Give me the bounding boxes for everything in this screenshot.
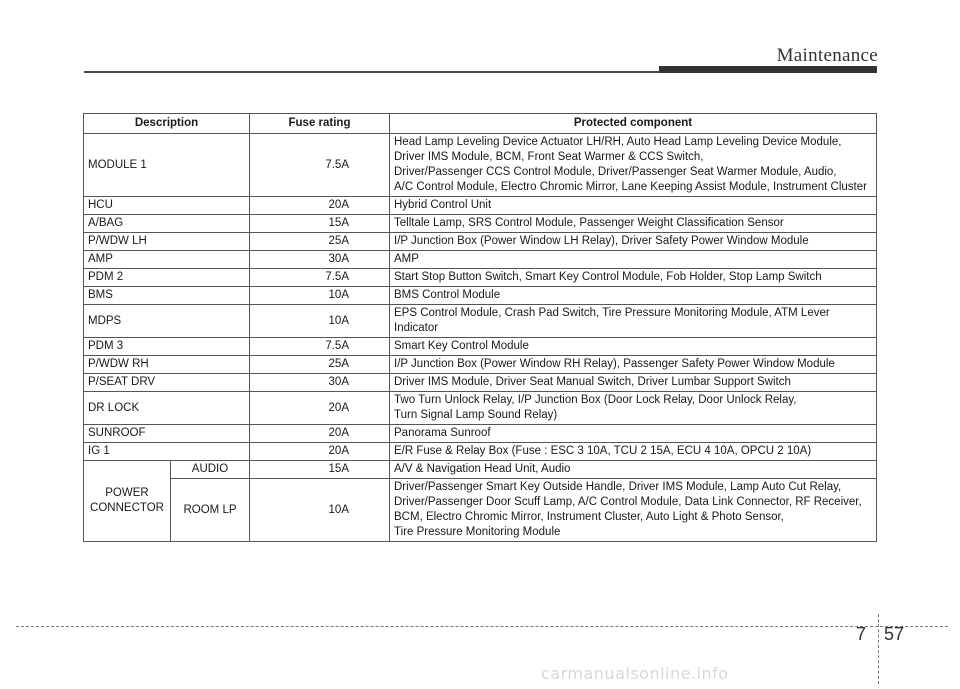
component-line: Head Lamp Leveling Device Actuator LH/RH, Auto Head Lamp Leveling Device Module,: [394, 136, 842, 148]
description-cell: BMS: [84, 287, 250, 305]
fuse-rating-cell: 20A: [250, 392, 390, 425]
protected-component-cell: [390, 134, 877, 197]
table-row: [84, 425, 877, 443]
fuse-rating-cell: 30A: [250, 251, 390, 269]
protected-component-cell: [390, 479, 877, 542]
group-label-cell: [84, 461, 171, 542]
fuse-rating-cell: 20A: [250, 197, 390, 215]
protected-component-cell: [390, 287, 877, 305]
component-line: Driver IMS Module, Driver Seat Manual Switch, Driver Lumbar Support Switch: [394, 376, 791, 388]
component-line: Panorama Sunroof: [394, 427, 491, 439]
component-line: Start Stop Button Switch, Smart Key Control Module, Fob Holder, Stop Lamp Switch: [394, 271, 822, 283]
fuse-rating-cell: 20A: [250, 425, 390, 443]
table-row: [84, 461, 877, 479]
description-cell: HCU: [84, 197, 250, 215]
protected-component-cell: [390, 356, 877, 374]
protected-component-cell: [390, 233, 877, 251]
component-line: A/C Control Module, Electro Chromic Mirror, Lane Keeping Assist Module, Instrument Cluster: [394, 181, 867, 193]
column-header-description: Description: [84, 114, 250, 134]
header-rule-accent: [659, 66, 877, 73]
component-line: I/P Junction Box (Power Window RH Relay), Passenger Safety Power Window Module: [394, 358, 835, 370]
fuse-table-body: [84, 134, 877, 542]
component-line: Driver IMS Module, BCM, Front Seat Warmer & CCS Switch,: [394, 151, 704, 163]
description-cell: DR LOCK: [84, 392, 250, 425]
protected-component-cell: [390, 443, 877, 461]
fuse-rating-cell: 7.5A: [250, 269, 390, 287]
protected-component-cell: [390, 215, 877, 233]
component-line: Telltale Lamp, SRS Control Module, Passenger Weight Classification Sensor: [394, 217, 784, 229]
table-row: [84, 356, 877, 374]
description-cell: PDM 2: [84, 269, 250, 287]
component-line: BCM, Electro Chromic Mirror, Instrument Cluster, Auto Light & Photo Sensor,: [394, 511, 784, 523]
table-row: [84, 305, 877, 338]
fuse-rating-cell: 30A: [250, 374, 390, 392]
description-cell: A/BAG: [84, 215, 250, 233]
table-row: [84, 134, 877, 197]
table-row: [84, 215, 877, 233]
component-line: Driver/Passenger Smart Key Outside Handle, Driver IMS Module, Lamp Auto Cut Relay,: [394, 481, 842, 493]
table-row: [84, 338, 877, 356]
table-row: [84, 197, 877, 215]
description-cell: PDM 3: [84, 338, 250, 356]
header-rule: [84, 71, 659, 73]
protected-component-cell: [390, 251, 877, 269]
component-line: Tire Pressure Monitoring Module: [394, 526, 561, 538]
fuse-rating-cell: 10A: [250, 305, 390, 338]
page-separator: [878, 614, 879, 684]
table-header-row: [84, 114, 877, 134]
group-label-line: CONNECTOR: [90, 502, 164, 514]
description-cell: P/WDW RH: [84, 356, 250, 374]
description-cell: MDPS: [84, 305, 250, 338]
protected-component-cell: [390, 197, 877, 215]
table-row: [84, 251, 877, 269]
column-header-fuse-rating: Fuse rating: [250, 114, 390, 134]
fuse-rating-cell: 25A: [250, 233, 390, 251]
protected-component-cell: [390, 269, 877, 287]
component-line: EPS Control Module, Crash Pad Switch, Tire Pressure Monitoring Module, ATM Lever Indicator: [394, 307, 830, 334]
footer-rule: [16, 626, 948, 627]
fuse-rating-cell: 15A: [250, 461, 390, 479]
chapter-number: 7: [856, 624, 867, 644]
component-line: Hybrid Control Unit: [394, 199, 492, 211]
protected-component-cell: [390, 425, 877, 443]
table-row: [84, 287, 877, 305]
fuse-rating-cell: 10A: [250, 479, 390, 542]
description-cell: SUNROOF: [84, 425, 250, 443]
component-line: AMP: [394, 253, 419, 265]
fuse-rating-cell: 7.5A: [250, 338, 390, 356]
description-cell: P/WDW LH: [84, 233, 250, 251]
component-line: A/V & Navigation Head Unit, Audio: [394, 463, 571, 475]
group-label-line: POWER: [105, 487, 149, 499]
description-cell: IG 1: [84, 443, 250, 461]
table-row: [84, 233, 877, 251]
page-number: 57: [884, 624, 905, 644]
description-cell: AMP: [84, 251, 250, 269]
fuse-rating-cell: 20A: [250, 443, 390, 461]
protected-component-cell: [390, 374, 877, 392]
fuse-rating-cell: 7.5A: [250, 134, 390, 197]
fuse-rating-cell: 25A: [250, 356, 390, 374]
watermark: carmanualsonline.info: [541, 664, 729, 683]
component-line: E/R Fuse & Relay Box (Fuse : ESC 3 10A, TCU 2 15A, ECU 4 10A, OPCU 2 10A): [394, 445, 812, 457]
component-line: BMS Control Module: [394, 289, 501, 301]
fuse-rating-cell: 15A: [250, 215, 390, 233]
table-row: [84, 443, 877, 461]
sub-description-cell: ROOM LP: [171, 479, 250, 542]
fuse-table: [83, 113, 877, 542]
description-cell: MODULE 1: [84, 134, 250, 197]
table-row: [84, 479, 877, 542]
table-row: [84, 374, 877, 392]
component-line: I/P Junction Box (Power Window LH Relay), Driver Safety Power Window Module: [394, 235, 809, 247]
description-cell: P/SEAT DRV: [84, 374, 250, 392]
table-row: [84, 269, 877, 287]
component-line: Driver/Passenger CCS Control Module, Driver/Passenger Seat Warmer Module, Audio,: [394, 166, 837, 178]
sub-description-cell: AUDIO: [171, 461, 250, 479]
component-line: Two Turn Unlock Relay, I/P Junction Box (Door Lock Relay, Door Unlock Relay,: [394, 394, 797, 406]
protected-component-cell: [390, 392, 877, 425]
component-line: Smart Key Control Module: [394, 340, 529, 352]
protected-component-cell: [390, 461, 877, 479]
component-line: Driver/Passenger Door Scuff Lamp, A/C Control Module, Data Link Connector, RF Receiver,: [394, 496, 862, 508]
component-line: Turn Signal Lamp Sound Relay): [394, 409, 558, 421]
protected-component-cell: [390, 338, 877, 356]
column-header-protected-component: Protected component: [390, 114, 877, 134]
section-title: Maintenance: [776, 45, 878, 66]
protected-component-cell: [390, 305, 877, 338]
table-row: [84, 392, 877, 425]
fuse-rating-cell: 10A: [250, 287, 390, 305]
